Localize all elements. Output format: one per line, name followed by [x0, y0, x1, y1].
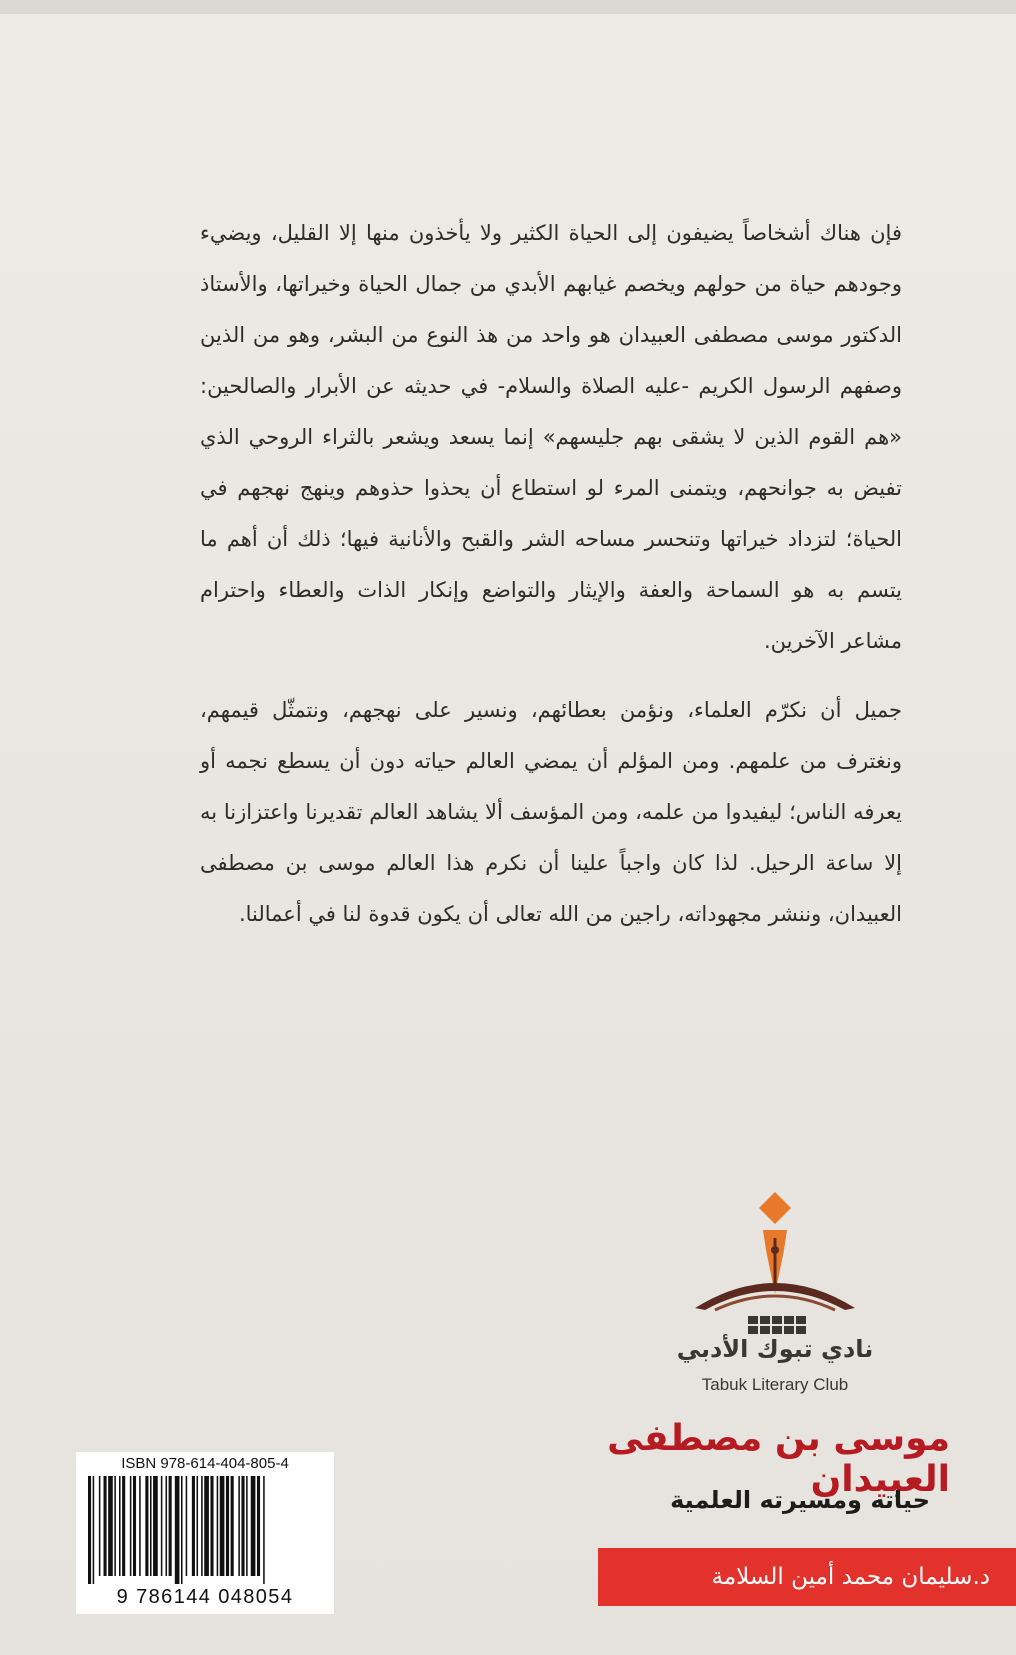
barcode-bar — [246, 1476, 248, 1576]
logo-dome-inner — [715, 1296, 835, 1310]
pen-nib-dome-icon — [660, 1190, 890, 1340]
barcode-bar — [150, 1476, 152, 1576]
barcode-bar — [251, 1476, 256, 1576]
book-title: موسى بن مصطفى العبيدان — [607, 1418, 950, 1500]
barcode-bar — [204, 1476, 209, 1576]
barcode-bar — [217, 1476, 219, 1576]
barcode-bar — [161, 1476, 163, 1576]
barcode — [76, 1452, 334, 1614]
logo-diamond — [759, 1192, 791, 1224]
barcode-bar — [263, 1476, 265, 1584]
barcode-bar — [153, 1476, 158, 1576]
barcode-bar — [169, 1476, 172, 1576]
paragraph-2: جميل أن نكرّم العلماء، ونؤمن بعطائهم، ونسير على نهجهم، ونتمثّل قيمهم، ونغترف من علمهم. ومن المؤلم أن يمضي العالم حياته دون أن يسطع نجمه أو يعرفه الناس؛ ليفيدوا من علمه، ومن المؤسف ألا يشاهد العالم تقديرنا واعتزازنا به إلا ساعة الرحيل. لذا كان واجباً علينا أن نكرم هذا العالم موسى بن مصطفى العبيدان، وننشر مجهوداته، راجين من الله تعالى أن يكون قدوة لنا في أعمالنا. — [200, 698, 902, 926]
author-name: د.سليمان محمد أمين السلامة — [711, 1564, 990, 1590]
barcode-bar — [226, 1476, 229, 1576]
paragraph-1: فإن هناك أشخاصاً يضيفون إلى الحياة الكثير ولا يأخذون منها إلا القليل، ويضيء وجودهم حياة من حولهم ويخصم غيابهم الأبدي من جمال الحياة وخيراتها، والأستاذ الدكتور موسى مصطفى العبيدان هو واحد من هذ النوع من البشر، وهو من الذين وصفهم الرسول الكريم -عليه الصلاة والسلام- في حديثه عن الأبرار والصالحين: «هم القوم الذين لا يشقى بهم جليسهم» إنما يسعد ويشعر بالثراء الروحي الذي تفيض به جوانحهم، ويتمنى المرء لو استطاع أن يحذوا حذوهم وينهج نهجهم في الحياة؛ لتزداد خيراتها وتنحسر مساحه الشر والقبح والأنانية فيها؛ ذلك أن أهم ما يتسم به هو السماحة والعفة والإيثار والتواضع وإنكار الذات والعطاء واحترام مشاعر الآخرين. — [200, 221, 902, 653]
barcode-bar — [210, 1476, 213, 1576]
barcode-bars — [88, 1476, 322, 1584]
barcode-bar — [104, 1476, 107, 1576]
barcode-bar — [93, 1476, 95, 1584]
barcode-bar — [139, 1476, 141, 1576]
barcode-digits: 9 786144 048054 — [116, 1586, 294, 1608]
barcode-bar — [108, 1476, 113, 1576]
top-edge — [0, 0, 1016, 14]
barcode-bar — [99, 1476, 101, 1576]
publisher-name-arabic: نادي تبوك الأدبي — [676, 1335, 874, 1363]
barcode-bar — [181, 1476, 183, 1584]
barcode-bar — [192, 1476, 195, 1576]
publisher-name-english: Tabuk Literary Club — [701, 1375, 849, 1394]
barcode-bar — [122, 1476, 125, 1576]
barcode-bar — [231, 1476, 234, 1576]
barcode-bar — [201, 1476, 203, 1576]
barcode-bar — [119, 1476, 121, 1576]
barcode-bar — [133, 1476, 136, 1576]
book-subtitle: حياته ومسيرته العلمية — [670, 1486, 930, 1514]
barcode-bar — [145, 1476, 148, 1576]
isbn-label: ISBN 978-614-404-805-4 — [121, 1455, 289, 1472]
barcode-bar — [241, 1476, 244, 1576]
logo-nib-hole — [771, 1246, 779, 1254]
barcode-bar — [166, 1476, 168, 1576]
back-cover-text — [200, 208, 902, 940]
author-bar — [598, 1548, 1016, 1606]
barcode-bar — [220, 1476, 225, 1576]
barcode-bar — [114, 1476, 116, 1576]
barcode-bar — [130, 1476, 132, 1576]
barcode-bar — [186, 1476, 188, 1576]
barcode-bar — [197, 1476, 199, 1576]
barcode-bar — [238, 1476, 240, 1576]
barcode-bar — [257, 1476, 260, 1576]
logo-ornament — [748, 1316, 806, 1334]
barcode-bar — [88, 1476, 91, 1584]
barcode-bar — [175, 1476, 180, 1584]
